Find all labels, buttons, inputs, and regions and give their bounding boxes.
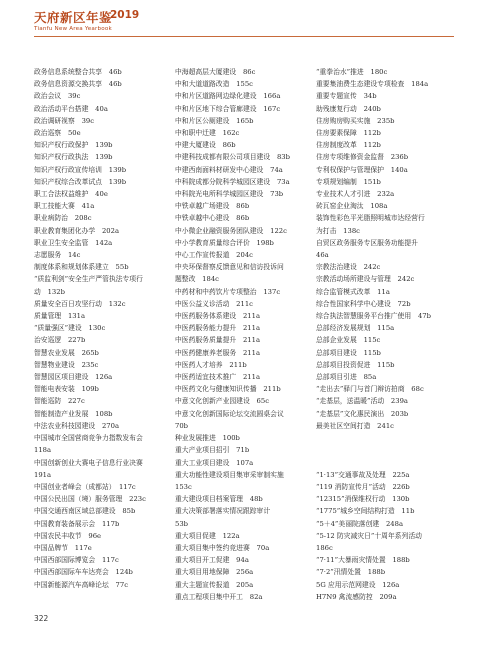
yearbook-year: 2019: [110, 9, 140, 21]
index-entry: 中意文化创新国际论坛交流圆桌会议: [175, 409, 284, 418]
index-entry: 中医药适宜技术推广 211a: [175, 373, 260, 382]
index-entry: 中国教育装备展示会 117b: [34, 519, 120, 528]
index-entry: 专利权保护与管理保护 140a: [316, 165, 408, 174]
index-entry: 知识产权行政宣传培训 139b: [34, 165, 127, 174]
index-entry: 中医药服务体系建设 211a: [175, 312, 260, 321]
index-entry: 题整改 184c: [175, 275, 219, 284]
index-entry: 中建西南面料材研发中心建设 74a: [175, 165, 283, 174]
index-entry: 中铁卓越广场建设 86b: [175, 202, 250, 211]
index-entry: 中和片区公厕建设 165b: [175, 116, 254, 125]
index-entry: 政治会议 39c: [34, 92, 81, 101]
index-entry: 191a: [34, 470, 52, 479]
index-entry: 知识产权行政执法 139b: [34, 153, 113, 162]
index-entry: 知识产权行政保护 139b: [34, 141, 113, 150]
index-entry: 总部项目建设 115b: [316, 348, 381, 357]
index-entry: 中医公益义诊活动 211c: [175, 299, 253, 308]
index-entry: 中国农民丰收节 96e: [34, 531, 102, 540]
index-entry: 政治调研视察 39c: [34, 116, 95, 125]
index-entry: 重大项目用地保障 256a: [175, 568, 254, 577]
index-entry: 中医药健康养老服务 211a: [175, 348, 260, 357]
index-entry: 智慧农业发展 265b: [34, 348, 99, 357]
index-column-3: [316, 66, 454, 603]
index-entry: 总部经济发展规划 115a: [316, 324, 395, 333]
index-entry: 重大主题宣传报道 205a: [175, 580, 254, 589]
yearbook-title: 天府新区年鉴: [34, 10, 113, 25]
index-entry: 重要专题宣传 34b: [316, 92, 377, 101]
index-entry: 自贸区政务服务专区服务功能提升: [316, 238, 418, 247]
index-entry: 装饰性彩色平光脂照明城市达经营行: [316, 214, 425, 223]
index-entry: 动 132b: [34, 287, 65, 296]
index-entry: 智能电表安装 109b: [34, 385, 99, 394]
index-entry: 制度体系和规划体系建立 55b: [34, 263, 129, 272]
index-entry: 中铁卓越中心建设 86b: [175, 214, 250, 223]
index-entry: “7·11”大暴雨灾情处置 188b: [316, 556, 410, 565]
index-entry: 中心工作宣传报道 204c: [175, 251, 253, 260]
index-entry: 118a: [34, 446, 52, 455]
index-entry: 政治巡察 50e: [34, 129, 81, 138]
index-entry: 中和片区道路网边绿化建设 166a: [175, 92, 281, 101]
index-entry: “1·13”交通事故及处理 225a: [316, 470, 410, 479]
index-entry: 重大项目促建 122a: [175, 531, 240, 540]
index-entry: 重大产业项目招引 71b: [175, 446, 250, 455]
index-entry: 中药材和中药饮片专项整治 137c: [175, 287, 281, 296]
index-entry: 中央环保督察反馈意见和信访投诉问: [175, 263, 284, 272]
index-entry: 中意文化创新产业园建设 65c: [175, 397, 270, 406]
index-entry: 重大项目集中签约竞进赛 70a: [175, 543, 270, 552]
index-entry: “5-12 防灾减灾日”十周年系列活动: [316, 531, 422, 540]
index-entry: 综合执法智慧服务平台推广使用 47b: [316, 312, 431, 321]
index-entry: 专业技术人才引进 232a: [316, 190, 395, 199]
index-entry: [316, 432, 454, 444]
index-entry: 中医药人才培养 211b: [175, 360, 247, 369]
index-entry: 186c: [316, 543, 333, 552]
index-entry: 中科院成都分院科学城园区建设 73a: [175, 177, 290, 186]
index-entry: 知识产权综合改革试点 139b: [34, 177, 127, 186]
page-header: [34, 6, 454, 46]
index-entry: 职工技能大赛 41a: [34, 202, 95, 211]
index-entry: 住房专项维修资金监督 236b: [316, 153, 409, 162]
index-entry: 住房要素保障 112b: [316, 129, 381, 138]
index-entry: 中建科技成都有限公司项目建设 83b: [175, 153, 290, 162]
index-entry: “质监利剑”安全生产严管执法专项行: [34, 275, 143, 284]
index-entry: 志愿服务 14c: [34, 251, 81, 260]
index-entry: [316, 457, 454, 469]
index-entry: 中和大道道路改造 155c: [175, 80, 253, 89]
index-entry: 中海超高层大厦建设 86c: [175, 68, 256, 76]
index-entry: “走基层”文化惠民演出 203b: [316, 409, 409, 418]
index-entry: 综合性国家科学中心建设 72b: [316, 299, 411, 308]
index-entry: 宗教活动场所建设与管理 242c: [316, 275, 415, 284]
index-entry: 重要集油费生态建设专项检查 184a: [316, 80, 429, 89]
index-entry: “1775”城乡空间结构打造 11b: [316, 507, 415, 516]
index-entry: 助残康复行动 240b: [316, 104, 381, 113]
index-entry: 53b: [175, 519, 188, 528]
index-column-1: [34, 66, 172, 591]
index-entry: 政务信息系统整合共享 46b: [34, 68, 122, 76]
index-entry: 重大功能性建设项目集审采审制实施: [175, 470, 284, 479]
index-entry: 153c: [175, 482, 192, 491]
index-entry: 宗教法治建设 242c: [316, 263, 381, 272]
index-entry: 中科院光电所科学城园区建设 73b: [175, 190, 284, 199]
index-entry: 中国创新创业大赛电子信息行业决赛: [34, 458, 143, 467]
index-entry: 中国品牌节 117e: [34, 543, 92, 552]
index-entry: 中医药文化与健康知识传播 211b: [175, 385, 281, 394]
index-entry: 中国城市全国营商竞争力指数发布会: [34, 434, 143, 443]
index-entry: 智能制造产业发展 108b: [34, 409, 113, 418]
index-entry: “119 消防宣传月”活动 226b: [316, 482, 410, 491]
index-entry: 种业发展推进 100b: [175, 434, 240, 443]
index-entry: “7·2”汛情处置 188b: [316, 568, 386, 577]
index-entry: “12315”消保维权行动 130b: [316, 495, 410, 504]
index-entry: 综合监管模式改革 11a: [316, 287, 390, 296]
index-entry: 住房购房购买实施 235b: [316, 116, 395, 125]
index-entry: 重点工程项目集中开工 82a: [175, 592, 263, 601]
index-entry: 质量管理 131a: [34, 312, 86, 321]
index-entry: [316, 444, 454, 456]
index-column-2: [175, 66, 313, 603]
index-entry: 职业病防治 208c: [34, 214, 92, 223]
index-entry: 中法农业科技园建设 270a: [34, 421, 119, 430]
index-entry: 70b: [175, 421, 188, 430]
index-entry: 职业卫生安全监管 142a: [34, 238, 113, 247]
index-entry: 为打击 138c: [316, 226, 360, 235]
yearbook-subtitle: Tianfu New Area Yearbook: [34, 26, 112, 32]
index-entry: 专项规划编制 151b: [316, 177, 381, 186]
index-entry: 最美社区空间打造 241c: [316, 421, 394, 430]
index-entry: 治安巡逻 227b: [34, 336, 86, 345]
index-entry: 中国创业者峰会（成都站） 117c: [34, 482, 136, 491]
page-number: 322: [34, 614, 49, 623]
index-entry: 中小微企业融资服务团队建设 122c: [175, 226, 287, 235]
index-entry: 46a: [316, 251, 329, 260]
index-entry: 中国交通西南区域总部建设 85b: [34, 507, 136, 516]
index-entry: 重大项目开工促建 94a: [175, 556, 249, 565]
index-entry: 中国公民出国（境）服务管理 223c: [34, 495, 146, 504]
index-entry: “质量强区”建设 130c: [34, 324, 106, 333]
index-entry: 智能巡防 227c: [34, 397, 85, 406]
index-entry: 中医药服务能力提升 211a: [175, 324, 260, 333]
index-entry: 住房制度改革 112b: [316, 141, 381, 150]
index-entry: 中小学教育质量综合评价 198b: [175, 238, 274, 247]
index-entry: “走基层，送温暖”活动 239a: [316, 397, 408, 406]
index-entry: “走出去”驿门与首门辩访拍商 68c: [316, 385, 424, 394]
index-entry: H7N9 禽流感防控 209a: [316, 592, 397, 601]
index-entry: 重大建设项目档案管理 48b: [175, 495, 263, 504]
index-entry: 总部项目投资促进 115b: [316, 360, 395, 369]
index-entry: “重拳治水”推进 180c: [316, 68, 388, 76]
index-entry: 中建大厦建设 86b: [175, 141, 236, 150]
index-entry: 总部项目引进 85a: [316, 373, 377, 382]
index-entry: 重大决策部署落实情况跟踪审计: [175, 507, 271, 516]
index-entry: 中国西部国际博览会 117c: [34, 556, 119, 565]
index-entry: “5＋4”美丽院落创建 248a: [316, 519, 403, 528]
index-entry: 职业教育集团化办学 202a: [34, 226, 119, 235]
index-entry: 中医药服务质量提升 211a: [175, 336, 260, 345]
index-entry: 智慧物业建设 235c: [34, 360, 99, 369]
index-entry: 砖瓦窑企业淘汰 108a: [316, 202, 388, 211]
index-entry: 中和职中迁建 162c: [175, 129, 240, 138]
index-entry: 中国新能源汽车高峰论坛 77c: [34, 580, 129, 589]
index-entry: 中国西部国际车车达亮会 124b: [34, 568, 133, 577]
index-entry: 5G 应用示范网建设 126a: [316, 580, 400, 589]
index-entry: 职工合法权益维护 40e: [34, 190, 108, 199]
index-entry: 中和片区地下综合管廊建设 167c: [175, 104, 281, 113]
index-entry: 质量安全百日攻坚行动 132c: [34, 299, 126, 308]
index-entry: 政治活动平台搭建 40a: [34, 104, 108, 113]
index-entry: 智慧园区项目建设 126a: [34, 373, 113, 382]
header-divider: [34, 36, 454, 37]
index-entry: 重大工业项目建设 107a: [175, 458, 254, 467]
index-entry: 政务信息资源交换共享 46b: [34, 80, 122, 89]
index-entry: 总部企业发展 115c: [316, 336, 381, 345]
